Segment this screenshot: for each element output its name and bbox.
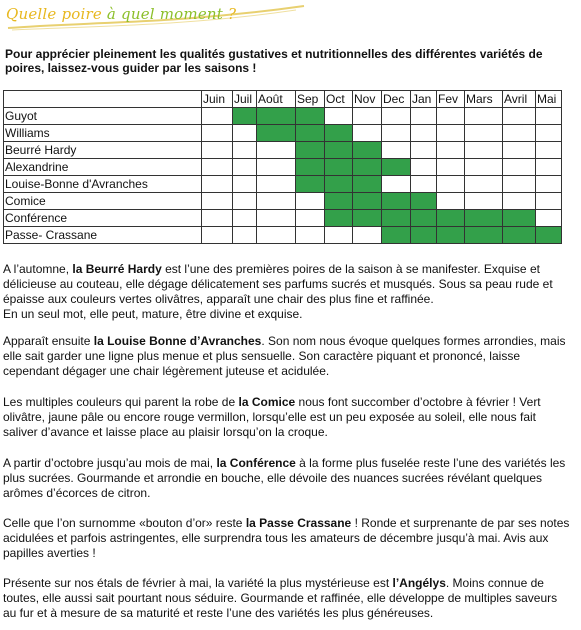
season-cell-empty bbox=[233, 193, 257, 210]
season-cell-empty bbox=[503, 142, 536, 159]
paragraph-text: Les multiples couleurs qui parent la robe de bbox=[3, 395, 239, 409]
page-title bbox=[6, 0, 306, 34]
variety-name-cell: Comice bbox=[4, 193, 202, 210]
season-cell-empty bbox=[437, 193, 465, 210]
variety-row bbox=[4, 159, 562, 176]
variety-name-bold: la Comice bbox=[238, 395, 296, 409]
season-cell-available bbox=[325, 193, 353, 210]
title-part-1: Quelle poire bbox=[6, 5, 107, 23]
season-cell-empty bbox=[325, 227, 353, 244]
month-header-cell: Oct bbox=[325, 91, 353, 108]
season-cell-available bbox=[503, 227, 536, 244]
paragraph-text: A partir d’octobre jusqu’au mois de mai, bbox=[3, 456, 217, 470]
season-cell-empty bbox=[382, 125, 411, 142]
variety-name-cell: Alexandrine bbox=[4, 159, 202, 176]
variety-row bbox=[4, 142, 562, 159]
season-cell-empty bbox=[536, 193, 562, 210]
paragraph-text: Celle que l’on surnomme «bouton d’or» reste bbox=[3, 516, 246, 530]
variety-row bbox=[4, 227, 562, 244]
season-cell-empty bbox=[465, 193, 503, 210]
paragraph-conference bbox=[3, 456, 573, 501]
season-cell-available bbox=[437, 227, 465, 244]
season-cell-empty bbox=[257, 193, 296, 210]
variety-name-cell: Conférence bbox=[4, 210, 202, 227]
season-cell-empty bbox=[411, 159, 437, 176]
paragraph-text: à la forme plus fuselée reste l’une des variétés les plus sucrées. Gourmande et arrondie en bouche, elle dévoile des nuances sucrées révélant quelques arômes d’écorces de citron. bbox=[3, 456, 566, 500]
season-cell-available bbox=[503, 210, 536, 227]
season-cell-empty bbox=[202, 176, 233, 193]
season-cell-empty bbox=[257, 159, 296, 176]
season-cell-available bbox=[465, 210, 503, 227]
variety-row bbox=[4, 108, 562, 125]
variety-name-bold: la Conférence bbox=[216, 456, 296, 470]
season-cell-available bbox=[437, 210, 465, 227]
title-part-3: ? bbox=[222, 5, 237, 23]
paragraph-beurre-hardy bbox=[3, 262, 573, 322]
season-cell-empty bbox=[382, 176, 411, 193]
season-cell-empty bbox=[202, 193, 233, 210]
season-cell-available bbox=[257, 108, 296, 125]
month-header-cell: Nov bbox=[353, 91, 382, 108]
season-cell-empty bbox=[353, 227, 382, 244]
season-cell-empty bbox=[465, 176, 503, 193]
paragraph-comice bbox=[3, 395, 573, 440]
month-header-cell: Mars bbox=[465, 91, 503, 108]
paragraph-text: Présente sur nos étals de février à mai, la variété la plus mystérieuse est bbox=[3, 576, 393, 590]
month-header-row bbox=[4, 91, 562, 108]
variety-row bbox=[4, 210, 562, 227]
season-cell-empty bbox=[536, 142, 562, 159]
season-cell-available bbox=[382, 159, 411, 176]
season-cell-empty bbox=[325, 108, 353, 125]
season-cell-empty bbox=[257, 176, 296, 193]
paragraph-passe-crassane bbox=[3, 516, 573, 561]
season-cell-available bbox=[353, 210, 382, 227]
title-part-2: à quel moment bbox=[106, 5, 223, 23]
season-cell-available bbox=[325, 210, 353, 227]
season-cell-empty bbox=[202, 227, 233, 244]
season-cell-available bbox=[465, 227, 503, 244]
season-cell-empty bbox=[465, 142, 503, 159]
season-cell-empty bbox=[437, 108, 465, 125]
season-cell-available bbox=[411, 227, 437, 244]
season-cell-empty bbox=[465, 159, 503, 176]
variety-name-cell: Passe- Crassane bbox=[4, 227, 202, 244]
season-cell-empty bbox=[437, 159, 465, 176]
season-cell-empty bbox=[465, 125, 503, 142]
season-cell-available bbox=[382, 210, 411, 227]
season-cell-empty bbox=[536, 210, 562, 227]
season-cell-empty bbox=[202, 142, 233, 159]
season-cell-available bbox=[325, 159, 353, 176]
season-cell-empty bbox=[296, 227, 325, 244]
season-cell-available bbox=[382, 227, 411, 244]
season-cell-empty bbox=[411, 108, 437, 125]
pear-season-table bbox=[3, 90, 562, 244]
season-cell-available bbox=[411, 210, 437, 227]
season-cell-empty bbox=[437, 142, 465, 159]
season-cell-empty bbox=[411, 125, 437, 142]
season-cell-available bbox=[353, 142, 382, 159]
header-blank-cell bbox=[4, 91, 202, 108]
season-cell-available bbox=[353, 176, 382, 193]
season-cell-empty bbox=[233, 227, 257, 244]
season-cell-available bbox=[296, 108, 325, 125]
season-cell-available bbox=[325, 176, 353, 193]
season-cell-empty bbox=[233, 210, 257, 227]
month-header-cell: Avril bbox=[503, 91, 536, 108]
variety-row bbox=[4, 193, 562, 210]
paragraph-text: A l’automne, bbox=[3, 262, 73, 276]
season-cell-available bbox=[325, 142, 353, 159]
season-cell-empty bbox=[202, 125, 233, 142]
season-cell-empty bbox=[257, 227, 296, 244]
season-cell-empty bbox=[411, 176, 437, 193]
season-cell-empty bbox=[503, 125, 536, 142]
season-cell-available bbox=[353, 159, 382, 176]
season-cell-available bbox=[353, 193, 382, 210]
season-cell-available bbox=[296, 125, 325, 142]
season-cell-available bbox=[382, 193, 411, 210]
variety-name-bold: la Passe Crassane bbox=[245, 516, 352, 530]
month-header-cell: Mai bbox=[536, 91, 562, 108]
variety-name-bold: la Beurré Hardy bbox=[72, 262, 162, 276]
season-cell-empty bbox=[233, 142, 257, 159]
season-cell-available bbox=[233, 108, 257, 125]
season-cell-empty bbox=[503, 159, 536, 176]
paragraph-angelys bbox=[3, 576, 573, 621]
month-header-cell: Fev bbox=[437, 91, 465, 108]
season-cell-empty bbox=[536, 159, 562, 176]
month-header-cell: Jan bbox=[411, 91, 437, 108]
season-cell-empty bbox=[465, 108, 503, 125]
season-cell-empty bbox=[202, 108, 233, 125]
season-cell-available bbox=[411, 193, 437, 210]
season-cell-empty bbox=[503, 176, 536, 193]
season-cell-empty bbox=[233, 159, 257, 176]
season-cell-empty bbox=[233, 176, 257, 193]
season-cell-available bbox=[296, 142, 325, 159]
season-cell-empty bbox=[353, 125, 382, 142]
season-cell-empty bbox=[296, 193, 325, 210]
variety-name-cell: Louise-Bonne d'Avranches bbox=[4, 176, 202, 193]
season-cell-empty bbox=[503, 193, 536, 210]
paragraph-text: . Moins connue de toutes, elle aussi sait pourtant nous séduire. Gourmande et raffinée, elle développe de multiples saveurs au fur et à mesure de sa maturité et reste l’une des variétés les plus généreuses. bbox=[3, 576, 558, 620]
paragraph-text: nous font succomber d’octobre à février ! Vert olivâtre, jaune pâle ou encore rouge vermillon, lorsqu’elle est un peu exposée au soleil, elle nous fait saliver d’avance et laisse place au plaisir lorsqu’on la croque. bbox=[3, 395, 541, 439]
month-header-cell: Sep bbox=[296, 91, 325, 108]
month-header-cell: Juin bbox=[202, 91, 233, 108]
season-cell-available bbox=[257, 125, 296, 142]
season-cell-available bbox=[296, 159, 325, 176]
season-cell-empty bbox=[536, 176, 562, 193]
season-cell-empty bbox=[536, 125, 562, 142]
month-header-cell: Juil bbox=[233, 91, 257, 108]
season-cell-empty bbox=[202, 159, 233, 176]
season-cell-empty bbox=[353, 108, 382, 125]
season-cell-empty bbox=[257, 142, 296, 159]
season-cell-empty bbox=[411, 142, 437, 159]
season-cell-empty bbox=[382, 142, 411, 159]
season-cell-empty bbox=[257, 210, 296, 227]
intro-text: Pour apprécier pleinement les qualités gustatives et nutritionnelles des différentes variétés de poires, laissez-vous guider par les saisons ! bbox=[5, 47, 543, 75]
month-header-cell: Août bbox=[257, 91, 296, 108]
variety-name-cell: Beurré Hardy bbox=[4, 142, 202, 159]
paragraph-text: . Son nom nous évoque quelques formes arrondies, mais elle sait garder une ligne plus menue et plus sensuelle. Son caractère piquant et prononcé, laisse cependant dégager une chair légèrement juteuse et acidulée. bbox=[3, 334, 566, 378]
season-cell-empty bbox=[503, 108, 536, 125]
variety-name-cell: Guyot bbox=[4, 108, 202, 125]
paragraph-louise-bonne bbox=[3, 334, 573, 379]
variety-name-bold: la Louise Bonne d’Avranches bbox=[93, 334, 262, 348]
paragraph-text: En un seul mot, elle peut, mature, être divine et exquise. bbox=[3, 307, 303, 321]
variety-name-cell: Williams bbox=[4, 125, 202, 142]
variety-name-bold: l’Angélys bbox=[392, 576, 446, 590]
season-cell-available bbox=[536, 227, 562, 244]
month-header-cell: Dec bbox=[382, 91, 411, 108]
season-cell-available bbox=[296, 176, 325, 193]
season-cell-empty bbox=[233, 125, 257, 142]
paragraph-text: Apparaît ensuite bbox=[3, 334, 94, 348]
season-cell-empty bbox=[437, 125, 465, 142]
season-cell-empty bbox=[296, 210, 325, 227]
season-cell-empty bbox=[202, 210, 233, 227]
paragraph-text: est l’une des premières poires de la saison à se manifester. Exquise et délicieuse au couteau, elle dégage délicatement ses parfums sucrés et musqués. Sous sa peau rude et épaisse aux couleurs vertes olivâtres, apparaît une chair des plus fine et raffinée. bbox=[3, 262, 553, 306]
season-cell-available bbox=[325, 125, 353, 142]
variety-row bbox=[4, 176, 562, 193]
paragraph-text: ! Ronde et surprenante de par ses notes acidulées et parfois astringentes, elle surprendra tous les amateurs de décembre jusqu’à mai. Avis aux papilles averties ! bbox=[3, 516, 570, 560]
season-cell-empty bbox=[536, 108, 562, 125]
season-cell-empty bbox=[382, 108, 411, 125]
variety-row bbox=[4, 125, 562, 142]
season-cell-empty bbox=[437, 176, 465, 193]
